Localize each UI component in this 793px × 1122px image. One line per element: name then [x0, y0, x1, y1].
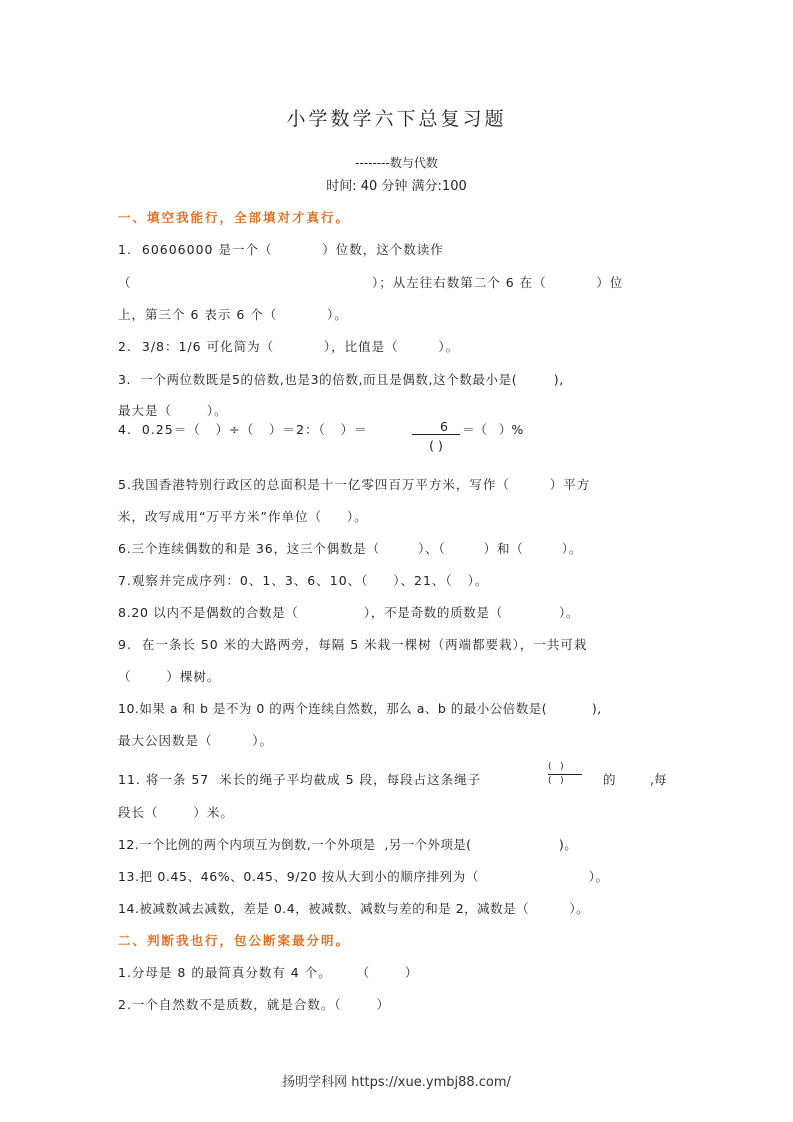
- q11-fraction-top: ( ): [548, 762, 564, 772]
- q11-line1a: 11. 将一条 57 米长的绳子平均截成 5 段，每段占这条绳子: [118, 772, 482, 787]
- q3-line1: 3. 一个两位数既是5的倍数,也是3的倍数,而且是偶数,这个数最小是( ),: [118, 372, 564, 387]
- q11-fraction-bottom: ( ): [548, 776, 564, 786]
- page-title: 小学数学六下总复习题: [286, 108, 507, 130]
- q11-line1c: ,每: [650, 772, 667, 787]
- q4-fraction-denominator: ( ): [429, 438, 443, 453]
- q1-line2b: ）；从左往右数第二个 6 在（ ）位: [372, 275, 624, 290]
- q11-line1b: 的: [603, 772, 616, 787]
- q2-text: 2. 3/8：1/6 可化简为（ ），比值是（ ）。: [118, 339, 460, 354]
- q12-text: 12.一个比例的两个内项互为倒数,一个外项是 ,另一个外项是( )。: [118, 837, 578, 852]
- subtitle: --------数与代数: [355, 156, 438, 170]
- q1-line3: 上，第三个 6 表示 6 个（ ）。: [118, 307, 348, 322]
- q1-line1: 1. 60606000 是一个（ ）位数，这个数读作: [118, 242, 444, 257]
- q9-line1: 9. 在一条长 50 米的大路两旁，每隔 5 米栽一棵树（两端都要栽），一共可栽: [118, 637, 588, 652]
- q14-text: 14.被减数减去减数，差是 0.4，被减数、减数与差的和是 2，减数是（ ）。: [118, 901, 590, 916]
- q1-line2a: （: [118, 275, 132, 290]
- q7-text: 7.观察并完成序列：0、1、3、6、10、（ ）、21、（ ）。: [118, 573, 489, 588]
- judge-2: 2.一个自然数不是质数，就是合数。（ ）: [118, 997, 390, 1012]
- q4-fraction-numerator: 6: [440, 419, 448, 434]
- q6-text: 6.三个连续偶数的和是 36，这三个偶数是（ ）、（ ）和（ ）。: [118, 541, 583, 556]
- q10-line1: 10.如果 a 和 b 是不为 0 的两个连续自然数，那么 a、b 的最小公倍数是( ),: [118, 701, 602, 716]
- q10-line2: 最大公因数是（ ）。: [118, 733, 274, 748]
- q4-fraction-bar: [412, 434, 460, 435]
- section2-heading: 二、判断我也行，包公断案最分明。: [118, 933, 351, 948]
- q5-line2: 米，改写成用“万平方米”作单位（ ）。: [118, 509, 368, 524]
- q5-line1: 5.我国香港特别行政区的总面积是十一亿零四百万平方米，写作（ ）平方: [118, 477, 591, 492]
- footer-watermark: 扬明学科网 https://xue.ymbj88.com/: [282, 1075, 511, 1090]
- q4-left: 4. 0.25＝（ ）÷（ ）＝2：（ ）＝: [118, 422, 368, 437]
- q9-line2: （ ）棵树。: [118, 669, 221, 684]
- time-score-line: 时间: 40 分钟 满分:100: [326, 179, 467, 194]
- q13-text: 13.把 0.45、46%、0.45、9/20 按从大到小的顺序排列为（ ）。: [118, 869, 609, 884]
- q8-text: 8.20 以内不是偶数的合数是（ ），不是奇数的质数是（ ）。: [118, 605, 580, 620]
- section1-heading: 一、填空我能行，全部填对才真行。: [118, 210, 351, 225]
- q4-right: ＝（ ）%: [462, 422, 524, 437]
- q3-line2: 最大是（ ）。: [118, 403, 228, 418]
- judge-1: 1.分母是 8 的最简真分数有 4 个。 （ ）: [118, 965, 419, 980]
- q11-fraction-bar: [548, 774, 582, 775]
- q11-line2: 段长（ ）米。: [118, 805, 234, 820]
